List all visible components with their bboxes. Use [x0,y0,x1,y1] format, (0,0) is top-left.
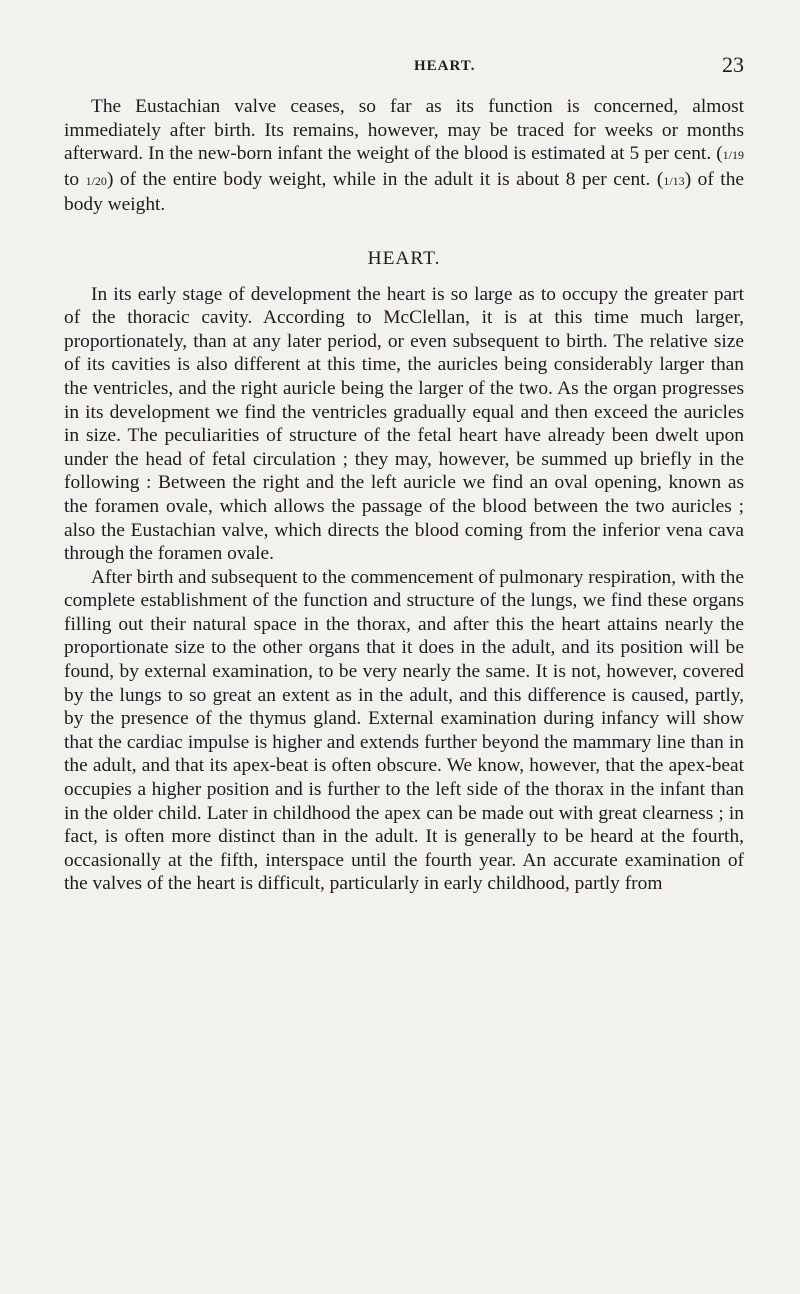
intro-text-1: The Eustachian valve ceases, so far as its function is concerned, almost immediately after birth. Its remains, however, may be traced for weeks or months afterward. In the new-born infant the weight of the blood is estimated at 5 per cent. ( [64,96,744,165]
intro-text-4: ) of the body weight. [64,168,744,216]
fraction: 1/13 [663,173,685,188]
page-content [64,95,744,896]
body-paragraph: After birth and subsequent to the commencement of pulmonary respiration, with the complete establishment of the function and structure of the lungs, we find these organs filling out their natural space in the thorax, and after this the heart attains nearly the proportionate size to the other organs that it does in the adult, and its position will be found, by external examination, to be very nearly the same. It is not, however, covered by the lungs to so great an extent as in the adult, and this difference is caused, partly, by the presence of the thymus gland. External examination during infancy will show that the cardiac impulse is higher and extends further beyond the mammary line than in the adult, and that its apex-beat is often obscure. We know, however, that the apex-beat occupies a higher position and is further to the left side of the thorax in the infant than in the older child. Later in childhood the apex can be made out with great clearness ; in fact, is often more distinct than in the adult. It is generally to be heard at the fourth, occasionally at the fifth, interspace until the fourth year. An accurate examination of the valves of the heart is difficult, particularly in early childhood, partly from [64,566,744,895]
running-head: HEART. [414,58,476,74]
intro-text-3: ) of the entire body weight, while in the adult it is about 8 per cent. ( [106,168,664,190]
fraction: 1/20 [85,173,107,188]
intro-paragraph [64,95,744,217]
page-header [64,52,744,86]
intro-text-2: to [64,168,86,190]
body-paragraph: In its early stage of development the heart is so large as to occupy the greater part of the thoracic cavity. According to McClellan, it is at this time much larger, proportionately, than at any later period, or even subsequent to birth. The relative size of its cavities is also different at this time, the auricles being considerably larger than the ventricles, and the right auricle being the larger of the two. As the organ progresses in its development we find the ventricles gradually equal and then exceed the auricles in size. The peculiarities of structure of the fetal heart have already been dwelt upon under the head of fetal circulation ; they may, however, be summed up briefly in the following : Between the right and the left auricle we find an oval opening, known as the foramen ovale, which allows the passage of the blood between the two auricles ; also the Eustachian valve, which directs the blood coming from the inferior vena cava through the foramen ovale. [64,283,744,565]
section-heading: HEART. [367,247,441,269]
page-number: 23 [722,52,744,77]
fraction: 1/19 [722,148,744,163]
